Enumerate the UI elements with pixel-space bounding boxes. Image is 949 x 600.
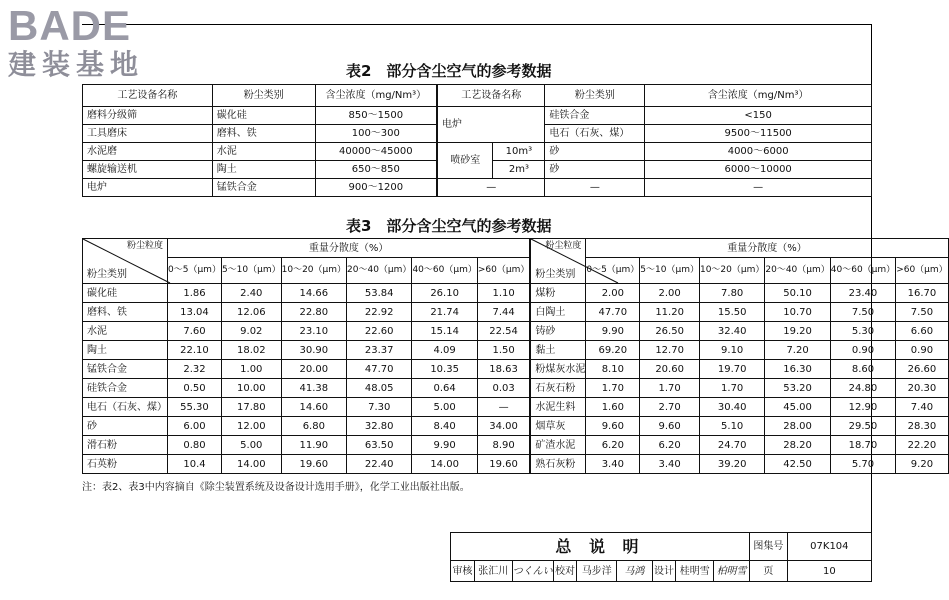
table-cell: 22.92 [347, 303, 412, 322]
table-cell: 锰铁合金 [83, 360, 168, 379]
table2-header: 粉尘类别 [545, 85, 645, 107]
table-row [83, 379, 949, 398]
table-cell: 900～1200 [315, 179, 437, 197]
table-cell: 10.4 [168, 455, 222, 474]
table-cell: 7.30 [347, 398, 412, 417]
table-cell: 电炉 [437, 107, 545, 143]
table2-header: 含尘浓度（mg/Nm³） [315, 85, 437, 107]
checker-signature: 马鸿 [617, 561, 652, 582]
table-cell: 9500～11500 [645, 125, 872, 143]
table-cell: 14.66 [281, 284, 346, 303]
table3-corner-cell [530, 239, 586, 284]
table-cell: 磨料、铁 [83, 303, 168, 322]
table2-header: 含尘浓度（mg/Nm³） [645, 85, 872, 107]
table-row [83, 417, 949, 436]
table-cell: 20.30 [896, 379, 949, 398]
table-cell: 23.37 [347, 341, 412, 360]
table3-bin-header: 20～40（μm） [765, 258, 830, 284]
table-cell: 16.70 [896, 284, 949, 303]
table-cell: 10m³ [493, 143, 545, 161]
table-cell: 40000～45000 [315, 143, 437, 161]
table-cell: <150 [645, 107, 872, 125]
table-cell: 21.74 [412, 303, 477, 322]
reviewer-signature: つくんい [512, 561, 553, 582]
table3-corner-cell [83, 239, 168, 284]
table-cell: 1.60 [586, 398, 640, 417]
table-cell: 14.00 [221, 455, 281, 474]
table-cell: 砂 [83, 417, 168, 436]
table-cell: 7.80 [699, 284, 764, 303]
table-cell: 0.80 [168, 436, 222, 455]
table-cell: 8.90 [477, 436, 530, 455]
atlas-label: 图集号 [749, 533, 787, 561]
source-note: 注：表2、表3中内容摘自《除尘装置系统及设备设计选用手册》，化学工业出版社出版。 [82, 482, 470, 493]
table2-header-row [83, 85, 872, 107]
table-cell: 0.64 [412, 379, 477, 398]
table-cell: 1.86 [168, 284, 222, 303]
table-cell: 6000～10000 [645, 161, 872, 179]
table-cell: 5.30 [830, 322, 895, 341]
table-cell: 19.20 [765, 322, 830, 341]
table-cell: 28.00 [765, 417, 830, 436]
table-cell: 3.40 [640, 455, 700, 474]
table-cell: 53.84 [347, 284, 412, 303]
table-cell: 30.40 [699, 398, 764, 417]
table3-bin-header: 40～60（μm） [830, 258, 895, 284]
table-cell: 32.80 [347, 417, 412, 436]
table-cell: 1.50 [477, 341, 530, 360]
table-cell: 螺旋输送机 [83, 161, 213, 179]
table3-bin-header: 20～40（μm） [347, 258, 412, 284]
table-cell: 22.54 [477, 322, 530, 341]
table-cell: 9.02 [221, 322, 281, 341]
table-row [83, 341, 949, 360]
designer-name: 桂明雪 [676, 561, 714, 582]
table-cell: 5.10 [699, 417, 764, 436]
table-cell: 4000～6000 [645, 143, 872, 161]
table3-bin-header: >60（μm） [477, 258, 530, 284]
table-cell: 47.70 [586, 303, 640, 322]
table-cell: 石英粉 [83, 455, 168, 474]
table-cell: 煤粉 [530, 284, 586, 303]
table-cell: 电炉 [83, 179, 213, 197]
table-row [83, 303, 949, 322]
table-cell: 19.60 [477, 455, 530, 474]
corner-label-category: 粉尘类别 [87, 269, 127, 280]
table-cell: 8.40 [412, 417, 477, 436]
table-cell: 磨料分级筛 [83, 107, 213, 125]
table-row [83, 179, 872, 197]
table-cell: 1.70 [699, 379, 764, 398]
table-cell: 0.50 [168, 379, 222, 398]
table-cell: 39.20 [699, 455, 764, 474]
table-cell: 7.44 [477, 303, 530, 322]
table-row [83, 322, 949, 341]
table-cell: 11.90 [281, 436, 346, 455]
designer-signature: 柏明雪 [714, 561, 750, 582]
table-cell: 粉煤灰水泥 [530, 360, 586, 379]
table3-bin-header: >60（μm） [896, 258, 949, 284]
table-cell: 26.50 [640, 322, 700, 341]
table-cell: 41.38 [281, 379, 346, 398]
table-cell: 9.60 [640, 417, 700, 436]
table-cell: 29.50 [830, 417, 895, 436]
drawing-title: 总 说 明 [451, 533, 750, 561]
table-cell: 23.40 [830, 284, 895, 303]
table-cell: 50.10 [765, 284, 830, 303]
table-cell: 12.70 [640, 341, 700, 360]
table3-bin-header: 5～10（μm） [640, 258, 700, 284]
table-cell: 8.10 [586, 360, 640, 379]
table-cell: 2.00 [640, 284, 700, 303]
table-cell: 22.60 [347, 322, 412, 341]
table-cell: 2.00 [586, 284, 640, 303]
table3-bin-header: 10～20（μm） [699, 258, 764, 284]
design-label: 设计 [652, 561, 676, 582]
table-cell: 14.00 [412, 455, 477, 474]
corner-label-category: 粉尘类别 [535, 269, 576, 280]
table-cell: 18.02 [221, 341, 281, 360]
table-cell: 碳化硅 [212, 107, 315, 125]
table-cell: 22.10 [168, 341, 222, 360]
table-cell: 烟草灰 [530, 417, 586, 436]
table-cell: 34.00 [477, 417, 530, 436]
table-cell: 喷砂室 [437, 143, 493, 179]
table-cell: 9.60 [586, 417, 640, 436]
table-cell: 20.00 [281, 360, 346, 379]
table-cell: 12.06 [221, 303, 281, 322]
table-cell: 3.40 [586, 455, 640, 474]
table-cell: 10.00 [221, 379, 281, 398]
table-cell: 9.90 [586, 322, 640, 341]
table-cell: 砂 [545, 161, 645, 179]
table-cell: 100～300 [315, 125, 437, 143]
frame-top [82, 24, 872, 25]
table-cell: 22.20 [896, 436, 949, 455]
table-cell: 石灰石粉 [530, 379, 586, 398]
table-cell: 30.90 [281, 341, 346, 360]
page-label: 页 [749, 561, 787, 582]
table-cell: 20.60 [640, 360, 700, 379]
table-cell: 53.20 [765, 379, 830, 398]
table-cell: 电石（石灰、煤） [83, 398, 168, 417]
title-block [450, 532, 872, 582]
table3-bin-header: 40～60（μm） [412, 258, 477, 284]
checker-name: 马步洋 [577, 561, 617, 582]
table-cell: — [645, 179, 872, 197]
check-label: 校对 [553, 561, 577, 582]
table-cell: 24.70 [699, 436, 764, 455]
table-cell: 14.60 [281, 398, 346, 417]
table-cell: 9.10 [699, 341, 764, 360]
reviewer-name: 张汇川 [474, 561, 512, 582]
table-cell: 48.05 [347, 379, 412, 398]
table-cell: 15.50 [699, 303, 764, 322]
table-cell: 矿渣水泥 [530, 436, 586, 455]
table-cell: 13.04 [168, 303, 222, 322]
table-row [83, 455, 949, 474]
table-cell: 砂 [545, 143, 645, 161]
table-cell: 55.30 [168, 398, 222, 417]
table3-bin-header: 10～20（μm） [281, 258, 346, 284]
table2 [82, 84, 872, 197]
table-cell: 水泥磨 [83, 143, 213, 161]
table-cell: 7.40 [896, 398, 949, 417]
table-cell: 水泥 [212, 143, 315, 161]
table-cell: 4.09 [412, 341, 477, 360]
table3-group-header: 重量分散度（%） [586, 239, 948, 258]
table-cell: 电石（石灰、煤） [545, 125, 645, 143]
table-cell: 1.70 [640, 379, 700, 398]
table-cell: 18.63 [477, 360, 530, 379]
table-cell: 2m³ [493, 161, 545, 179]
table-cell: 滑石粉 [83, 436, 168, 455]
table-cell: 0.90 [896, 341, 949, 360]
table2-header: 粉尘类别 [212, 85, 315, 107]
title-block-row [451, 533, 872, 561]
table-cell: 6.00 [168, 417, 222, 436]
table-row [83, 284, 949, 303]
table-cell: 42.50 [765, 455, 830, 474]
table-cell: 白陶土 [530, 303, 586, 322]
table-cell: 6.60 [896, 322, 949, 341]
table3-bin-header: 0～5（μm） [168, 258, 222, 284]
corner-label-size: 粉尘粒度 [126, 241, 163, 251]
table-cell: 9.90 [412, 436, 477, 455]
logo-text-bottom: 建装基地 [8, 48, 145, 81]
table-cell: 锰铁合金 [212, 179, 315, 197]
table-cell: 45.00 [765, 398, 830, 417]
review-label: 审核 [451, 561, 475, 582]
corner-label-size: 粉尘粒度 [545, 241, 582, 251]
table-cell: — [477, 398, 530, 417]
table-cell: 28.20 [765, 436, 830, 455]
table-cell: 2.32 [168, 360, 222, 379]
table-cell: 水泥 [83, 322, 168, 341]
table-row [83, 143, 872, 161]
table-cell: 1.10 [477, 284, 530, 303]
table-cell: 850～1500 [315, 107, 437, 125]
table-cell: 22.80 [281, 303, 346, 322]
table-cell: 12.90 [830, 398, 895, 417]
table-cell: 32.40 [699, 322, 764, 341]
table3-bin-header: 5～10（μm） [221, 258, 281, 284]
table-cell: 47.70 [347, 360, 412, 379]
table-cell: 0.90 [830, 341, 895, 360]
table-cell: 18.70 [830, 436, 895, 455]
table-cell: 黏土 [530, 341, 586, 360]
table-cell: 工具磨床 [83, 125, 213, 143]
table-cell: 16.30 [765, 360, 830, 379]
table-cell: 6.20 [586, 436, 640, 455]
table3-bin-row [83, 258, 949, 284]
table-cell: 24.80 [830, 379, 895, 398]
table-cell: 26.60 [896, 360, 949, 379]
table-cell: 5.00 [221, 436, 281, 455]
table-cell: 0.03 [477, 379, 530, 398]
table-cell: 17.80 [221, 398, 281, 417]
table-row [83, 360, 949, 379]
page-number: 10 [787, 561, 871, 582]
table-cell: 19.70 [699, 360, 764, 379]
table-cell: 陶土 [212, 161, 315, 179]
table-cell: 5.70 [830, 455, 895, 474]
table-cell: 6.80 [281, 417, 346, 436]
table-cell: 63.50 [347, 436, 412, 455]
table-cell: 5.00 [412, 398, 477, 417]
table-cell: 650～850 [315, 161, 437, 179]
table-cell: 2.70 [640, 398, 700, 417]
table-cell: 硅铁合金 [545, 107, 645, 125]
table-cell: 碳化硅 [83, 284, 168, 303]
table-cell: 26.10 [412, 284, 477, 303]
table-cell: 22.40 [347, 455, 412, 474]
table-cell: 硅铁合金 [83, 379, 168, 398]
logo [8, 4, 178, 88]
table-cell: 28.30 [896, 417, 949, 436]
table-cell: 1.00 [221, 360, 281, 379]
table-cell: 10.70 [765, 303, 830, 322]
table-cell: 15.14 [412, 322, 477, 341]
title-block-row [451, 561, 872, 582]
logo-text-top: BADE [8, 2, 132, 49]
table-cell: 铸砂 [530, 322, 586, 341]
table-cell: 12.00 [221, 417, 281, 436]
table-cell: 7.50 [896, 303, 949, 322]
table3-title: 表3 部分含尘空气的参考数据 [346, 217, 552, 235]
table-row [83, 436, 949, 455]
atlas-number: 07K104 [787, 533, 871, 561]
table3-group-header: 重量分散度（%） [168, 239, 531, 258]
table-cell: 11.20 [640, 303, 700, 322]
table-cell: 2.40 [221, 284, 281, 303]
table2-header: 工艺设备名称 [83, 85, 213, 107]
table-cell: 水泥生料 [530, 398, 586, 417]
table-cell: 8.60 [830, 360, 895, 379]
table-cell: 熟石灰粉 [530, 455, 586, 474]
table-cell: 6.20 [640, 436, 700, 455]
table-cell: 23.10 [281, 322, 346, 341]
table-cell: — [545, 179, 645, 197]
table-cell: 9.20 [896, 455, 949, 474]
table-cell: — [437, 179, 545, 197]
table-cell: 19.60 [281, 455, 346, 474]
table-cell: 7.50 [830, 303, 895, 322]
table-cell: 7.60 [168, 322, 222, 341]
table-cell: 1.70 [586, 379, 640, 398]
table3 [82, 238, 949, 474]
table-cell: 10.35 [412, 360, 477, 379]
table-cell: 69.20 [586, 341, 640, 360]
table-cell: 7.20 [765, 341, 830, 360]
table-row [83, 107, 872, 125]
table3-header-row [83, 239, 949, 258]
table2-header: 工艺设备名称 [437, 85, 545, 107]
table2-title: 表2 部分含尘空气的参考数据 [346, 62, 552, 80]
table-cell: 磨料、铁 [212, 125, 315, 143]
table-cell: 陶土 [83, 341, 168, 360]
table-row [83, 398, 949, 417]
table3-bin-header: 0～5（μm） [586, 258, 640, 284]
